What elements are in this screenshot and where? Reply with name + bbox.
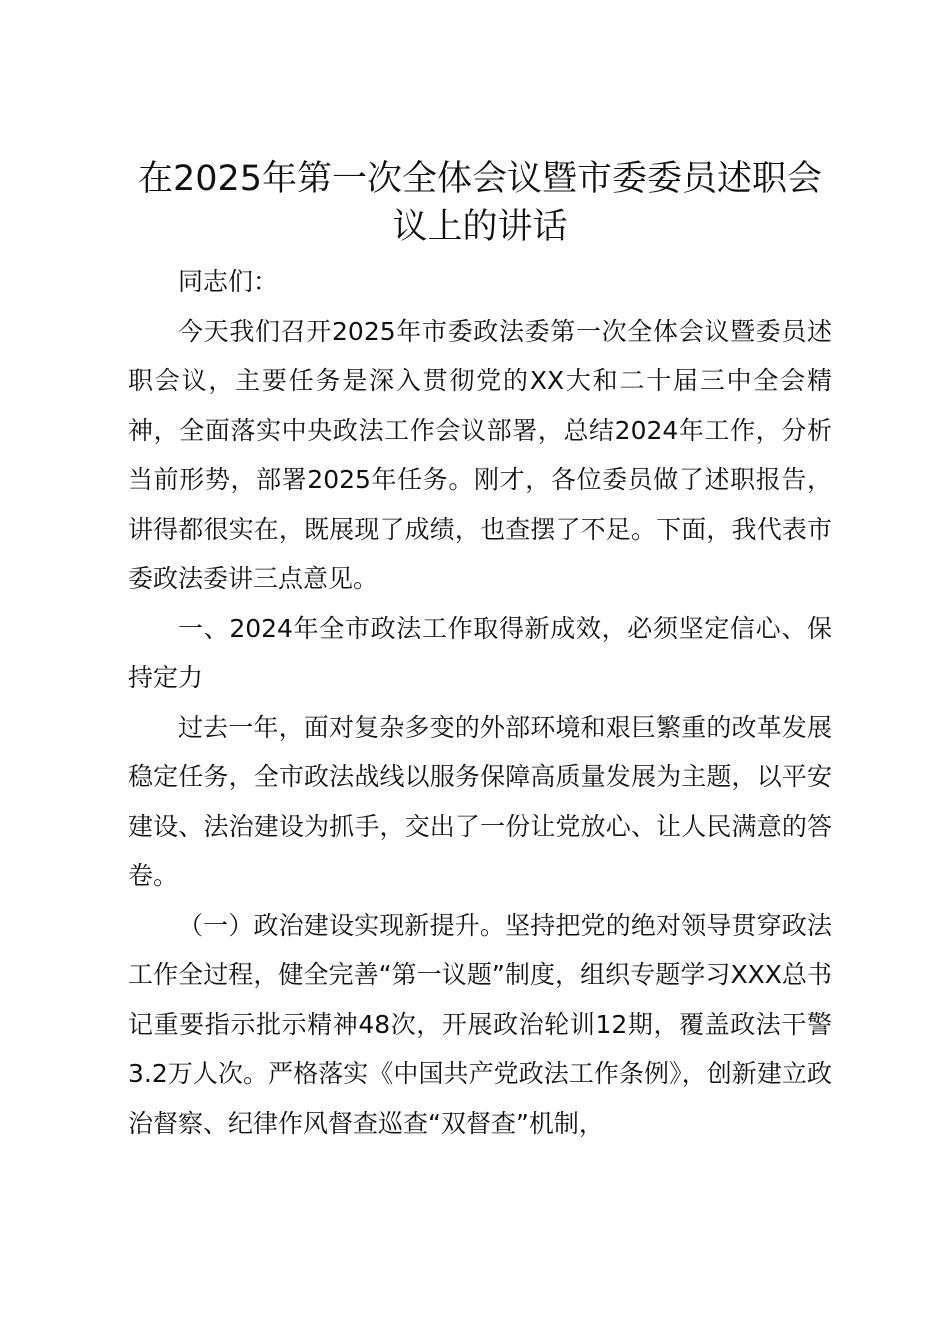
salutation: 同志们： (178, 267, 279, 296)
document-title: 在2025年第一次全体会议暨市委委员述职会议上的讲话 (137, 159, 823, 247)
paragraph-intro: 今天我们召开2025年市委政法委第一次全体会议暨委员述职会议，主要任务是深入贯彻党的XX大和二十届三中全会精神，全面落实中央政法工作会议部署，总结2024年工作，分析当前形势，部署2025年任务。刚才，各位委员做了述职报告，讲得都很实在，既展现了成绩，也查摆了不足。下面，我代表市委政法委讲三点意见。 (128, 316, 832, 593)
paragraph-review: 过去一年，面对复杂多变的外部环境和艰巨繁重的改革发展稳定任务，全市政法战线以服务保障高质量发展为主题，以平安建设、法治建设为抓手，交出了一份让党放心、让人民满意的答卷。 (128, 712, 832, 890)
document-page (128, 155, 832, 1148)
document-body (128, 257, 832, 1148)
section-heading-1: 一、2024年全市政法工作取得新成效，必须坚定信心、保持定力 (128, 613, 832, 692)
paragraph-political-building: （一）政治建设实现新提升。坚持把党的绝对领导贯穿政法工作全过程，健全完善“第一议题”制度，组织专题学习XXX总书记重要指示批示精神48次，开展政治轮训12期，覆盖政法干警3.2万人次。严格落实《中国共产党政法工作条例》，创新建立政治督察、纪律作风督查巡查“双督查”机制， (128, 910, 832, 1138)
